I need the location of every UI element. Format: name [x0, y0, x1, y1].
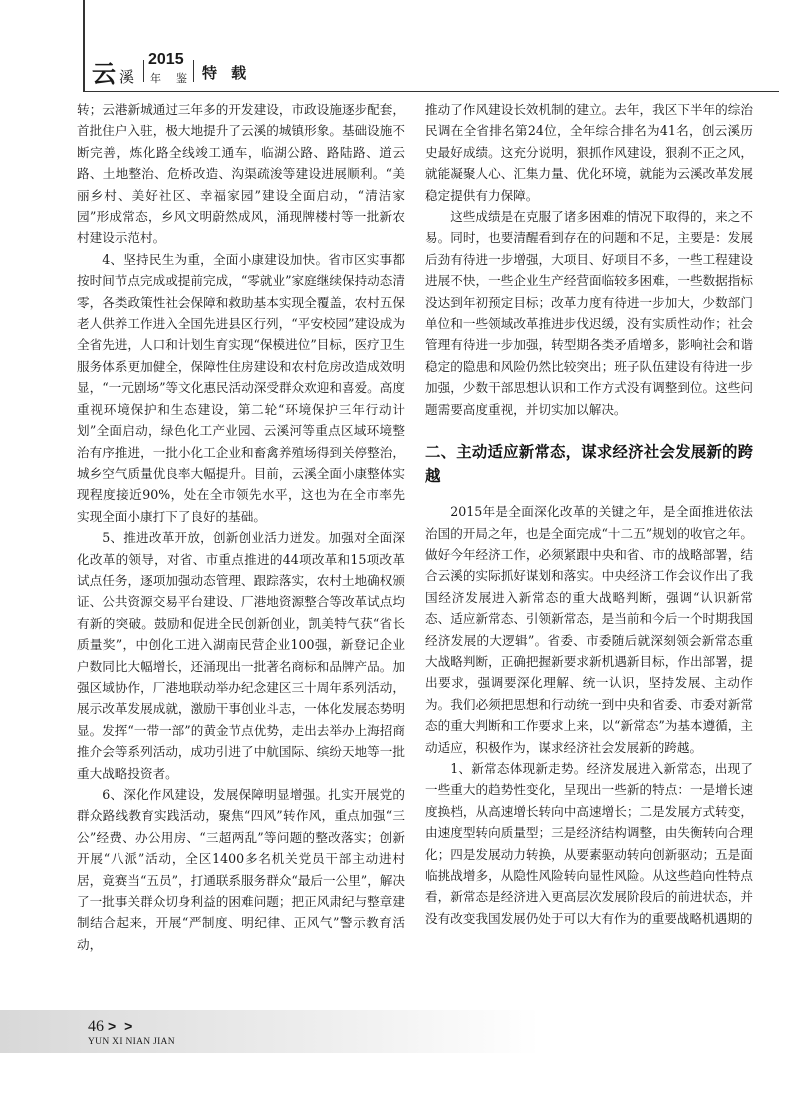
paragraph: 2015年是全面深化改革的关键之年，是全面推进依法治国的开局之年，也是全面完成“十二五”规划的收官之年。做好今年经济工作，必须紧跟中央和省、市的战略部署，结合云溪的实际抓好谋划和落实。中央经济工作会议作出了我国经济发展进入新常态的重大战略判断，强调“认识新常态、适应新常态、引领新常态，是当前和今后一个时期我国经济发展的大逻辑”。省委、市委随后就深刻领会新常态重大战略判断，正确把握新要求新机遇新目标，作出部署，提出要求，强调要深化理解、统一认识，坚持发展、主动作为。我们必须把思想和行动统一到中央和省委、市委对新常态的重大判断和工作要求上来，以“新常态”为基本遵循，主动适应，积极作为，谋求经济社会发展新的跨越。: [425, 504, 753, 755]
paragraph: 4、坚持民生为重，全面小康建设加快。省市区实事都按时间节点完成或提前完成，“零就业”家庭继续保持动态清零，各类政策性社会保障和救助基本实现全覆盖，农村五保老人供养工作进入全国先进县区行列，“平安校园”建设成为全省先进，人口和计划生育实现“保模进位”目标，医疗卫生服务体系更加健全，保障性住房建设和农村危房改造成效明显，“一元剧场”等文化惠民活动深受群众欢迎和喜爱。高度重视环境保护和生态建设，第二轮“环境保护三年行动计划”全面启动，绿色化工产业园、云溪河等重点区域环境整治有序推进，一批小化工企业和畜禽养殖场得到关停整治，城乡空气质量优良率大幅提升。目前，云溪全面小康整体实现程度接近90%，处在全市领先水平，这也为在全市率先实现全面小康打下了良好的基础。: [77, 251, 405, 524]
section-heading: 二、主动适应新常态，谋求经济社会发展新的跨越: [425, 444, 753, 486]
footer-band: [0, 1010, 540, 1053]
page-number: 46 > >: [88, 1018, 135, 1035]
header-horizontal-rule: [83, 91, 779, 92]
paragraph: 1、新常态体现新走势。经济发展进入新常态，出现了一些重大的趋势性变化，呈现出一些新的特点：一是增长速度换档，从高速增长转向中高速增长；二是发展方式转变，由速度型转向质量型；三是经济结构调整，由失衡转向合理化；四是发展动力转换，从要素驱动转向创新驱动；五是面临挑战增多，从隐性风险转向显性风险。从这些趋向性特点看，新常态是经济进入更高层次发展阶段后的前进状态，并没有改变我国发展仍处于可以大有作为的重要战略机遇期的: [425, 760, 753, 926]
section-title: 特 载: [202, 65, 252, 82]
paragraph: 推动了作风建设长效机制的建立。去年，我区下半年的综治民调在全省排名第24位，全年综合排名为41名，创云溪历史最好成绩。这充分说明，狠抓作风建设，狠刹不正之风，就能凝聚人心、汇集力量、优化环境，就能为云溪改革发展稳定提供有力保障。: [425, 102, 753, 203]
chevron-right-icon: > >: [108, 1018, 135, 1034]
paragraph: 这些成绩是在克服了诸多困难的情况下取得的，来之不易。同时，也要清醒看到存在的问题和不足，主要是：发展后劲有待进一步增强，大项目、好项目不多，一些工程建设进展不快，一些企业生产经营面临较多困难，一些数据指标没达到年初预定目标；改革力度有待进一步加大，少数部门单位和一些领域改革推进步伐迟缓，没有实质性动作；社会管理有待进一步加强，转型期各类矛盾增多，影响社会和谐稳定的隐患和风险仍然比较突出；班子队伍建设有待进一步加强，少数干部思想认识和工作方式没有调整到位。这些问题需要高度重视，并切实加以解决。: [425, 209, 753, 417]
header-divider: [143, 60, 144, 82]
paragraph: 转；云港新城通过三年多的开发建设，市政设施逐步配套，首批住户入驻，极大地提升了云溪的城镇形象。基础设施不断完善，炼化路全线竣工通车，临湖公路、路陆路、道云路、土地整治、危桥改造、沟渠疏浚等建设进展顺利。“美丽乡村、美好社区、幸福家园”建设全面启动，“清洁家园”形成常态，乡风文明蔚然成风，涌现牌楼村等一批新农村建设示范村。: [77, 102, 405, 246]
paragraph: 5、推进改革开放，创新创业活力迸发。加强对全面深化改革的领导，对省、市重点推进的44项改革和15项改革试点任务，逐项加强动态管理、跟踪落实，农村土地确权颁证、公共资源交易平台建设、厂港地资源整合等改革试点均有新的突破。鼓励和促进全民创新创业，凯美特气获“省长质量奖”，中创化工进入湖南民营企业100强，新登记企业户数同比大幅增长，还涌现出一批著名商标和品牌产品。加强区域协作，厂港地联动举办纪念建区三十周年系列活动，展示改革发展成就，激励干事创业斗志，一体化发展态势明显。发挥“一带一部”的黄金节点优势，走出去举办上海招商推介会等系列活动，成功引进了中航国际、缤纷天地等一批重大战略投资者。: [77, 530, 405, 781]
paragraph: 6、深化作风建设，发展保障明显增强。扎实开展党的群众路线教育实践活动，聚焦“四风”转作风，重点加强“三公”经费、办公用房、“三超两乱”等问题的整改落实；创新开展“八派”活动，全区1400多名机关党员干部主动进村居，竟赛当“五员”，打通联系服务群众“最后一公里”，解决了一批事关群众切身利益的困难问题；把正风肃纪与整章建制结合起来，开展“严制度、明纪律、正风气”警示教育活动，: [77, 787, 406, 952]
yearbook-brand: 云溪: [92, 59, 136, 88]
left-column: [77, 99, 405, 955]
header-vertical-rule: [83, 0, 85, 92]
header-yearbook-label: 年 鉴: [150, 73, 194, 85]
header-year: 2015: [148, 51, 184, 68]
right-column: [425, 99, 753, 929]
footer-subtitle: YUN XI NIAN JIAN: [88, 1037, 175, 1047]
header-divider: [193, 60, 194, 82]
